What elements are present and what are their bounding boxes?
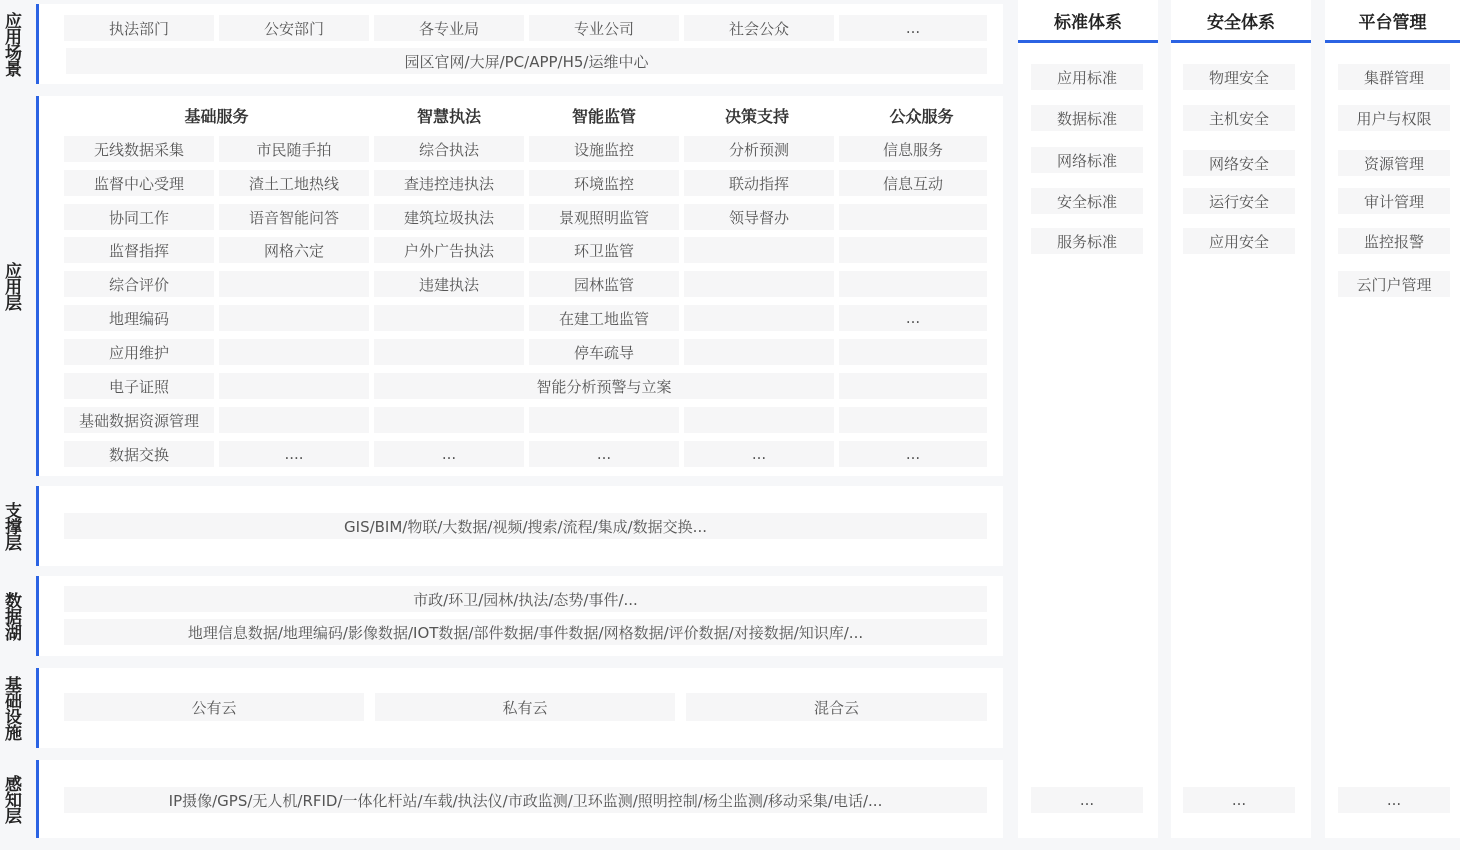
app-cell: 景观照明监管 (529, 204, 679, 230)
scene-item: 执法部门 (64, 15, 214, 41)
app-cell: 无线数据采集 (64, 136, 214, 162)
security-more: ... (1183, 787, 1295, 813)
platform-item: 用户与权限 (1338, 105, 1450, 131)
app-cell: 信息互动 (839, 170, 987, 196)
app-cell-empty (839, 373, 987, 399)
app-cell: 停车疏导 (529, 339, 679, 365)
app-cell-empty (219, 271, 369, 297)
platform-item: 云门户管理 (1338, 271, 1450, 297)
app-cell-empty (219, 407, 369, 433)
app-cell: .... (219, 441, 369, 467)
app-cell-empty (684, 271, 834, 297)
app-cell-empty (839, 339, 987, 365)
standards-item: 数据标准 (1031, 105, 1143, 131)
platform-column (1325, 0, 1460, 838)
header-decision-support: 决策支持 (724, 106, 789, 126)
app-cell: ... (529, 441, 679, 467)
app-cell: 违建执法 (374, 271, 524, 297)
app-cell: 语音智能问答 (219, 204, 369, 230)
security-item: 网络安全 (1183, 150, 1295, 176)
app-cell: 市民随手拍 (219, 136, 369, 162)
app-panel (36, 96, 1003, 476)
standards-column (1018, 0, 1158, 838)
app-cell: 综合执法 (374, 136, 524, 162)
standards-item: 应用标准 (1031, 64, 1143, 90)
scene-item: 专业公司 (529, 15, 679, 41)
scene-item: ... (839, 15, 987, 41)
app-cell: 应用维护 (64, 339, 214, 365)
app-cell-empty (374, 339, 524, 365)
infra-item: 公有云 (64, 693, 364, 721)
app-cell: 联动指挥 (684, 170, 834, 196)
app-cell-empty (219, 373, 369, 399)
layer-label-datalake: 数据湖 (1, 592, 21, 640)
infra-item: 混合云 (686, 693, 987, 721)
support-text: GIS/BIM/物联/大数据/视频/搜索/流程/集成/数据交换... (64, 513, 987, 539)
app-cell: 协同工作 (64, 204, 214, 230)
security-item: 物理安全 (1183, 64, 1295, 90)
support-panel (36, 486, 1003, 566)
standards-more: ... (1031, 787, 1143, 813)
app-cell: 地理编码 (64, 305, 214, 331)
datalake-row: 地理信息数据/地理编码/影像数据/IOT数据/部件数据/事件数据/网格数据/评价数据/对接数据/知识库/... (64, 619, 987, 645)
app-cell-span: 智能分析预警与立案 (374, 373, 834, 399)
app-cell: 户外广告执法 (374, 237, 524, 263)
datalake-panel (36, 576, 1003, 656)
infra-item: 私有云 (375, 693, 675, 721)
layer-label-app: 应用层 (1, 262, 21, 310)
sensing-text: IP摄像/GPS/无人机/RFID/一体化杆站/车载/执法仪/市政监测/卫环监测/照明控制/杨尘监测/移动采集/电话/... (64, 787, 987, 813)
app-cell: 数据交换 (64, 441, 214, 467)
app-cell: 环境监控 (529, 170, 679, 196)
infra-panel (36, 668, 1003, 748)
app-cell-empty (219, 339, 369, 365)
app-cell-empty (839, 407, 987, 433)
security-item: 运行安全 (1183, 188, 1295, 214)
standards-item: 安全标准 (1031, 188, 1143, 214)
header-smart-supervision: 智能监管 (571, 106, 636, 126)
platform-more: ... (1338, 787, 1450, 813)
app-cell: 领导督办 (684, 204, 834, 230)
app-cell: 信息服务 (839, 136, 987, 162)
app-cell-empty (529, 407, 679, 433)
app-cell: ... (839, 305, 987, 331)
app-cell: 电子证照 (64, 373, 214, 399)
layer-label-infra: 基础设施 (1, 676, 21, 740)
app-cell: 建筑垃圾执法 (374, 204, 524, 230)
layer-label-support: 支撑层 (1, 502, 21, 550)
header-smart-enforcement: 智慧执法 (416, 106, 481, 126)
app-cell-empty (684, 339, 834, 365)
scene-panel (36, 4, 1003, 84)
scene-channels: 园区官网/大屏/PC/APP/H5/运维中心 (66, 48, 987, 74)
app-cell: 在建工地监管 (529, 305, 679, 331)
security-title: 安全体系 (1171, 0, 1311, 43)
security-column (1171, 0, 1311, 838)
datalake-row: 市政/环卫/园林/执法/态势/事件/... (64, 586, 987, 612)
platform-item: 审计管理 (1338, 188, 1450, 214)
app-cell: 分析预测 (684, 136, 834, 162)
app-cell-empty (374, 407, 524, 433)
layer-label-scene: 应用场景 (1, 12, 21, 76)
platform-item: 监控报警 (1338, 228, 1450, 254)
app-cell: ... (684, 441, 834, 467)
header-basic-service: 基础服务 (184, 106, 249, 126)
scene-item: 社会公众 (684, 15, 834, 41)
scene-item: 各专业局 (374, 15, 524, 41)
app-cell: ... (839, 441, 987, 467)
app-cell: 监督中心受理 (64, 170, 214, 196)
platform-title: 平台管理 (1325, 0, 1460, 43)
app-cell: ... (374, 441, 524, 467)
app-cell: 渣土工地热线 (219, 170, 369, 196)
app-cell: 设施监控 (529, 136, 679, 162)
security-item: 主机安全 (1183, 105, 1295, 131)
app-cell-empty (219, 305, 369, 331)
app-cell: 园林监管 (529, 271, 679, 297)
app-cell-empty (839, 237, 987, 263)
app-cell-empty (374, 305, 524, 331)
app-cell: 基础数据资源管理 (64, 407, 214, 433)
standards-title: 标准体系 (1018, 0, 1158, 43)
app-cell-empty (684, 407, 834, 433)
sensing-panel (36, 760, 1003, 838)
app-cell-empty (839, 204, 987, 230)
standards-item: 网络标准 (1031, 147, 1143, 173)
app-cell: 环卫监管 (529, 237, 679, 263)
platform-item: 集群管理 (1338, 64, 1450, 90)
standards-item: 服务标准 (1031, 228, 1143, 254)
security-item: 应用安全 (1183, 228, 1295, 254)
scene-item: 公安部门 (219, 15, 369, 41)
app-cell-empty (839, 271, 987, 297)
app-cell: 监督指挥 (64, 237, 214, 263)
app-cell-empty (684, 237, 834, 263)
app-cell-empty (684, 305, 834, 331)
layer-label-sensing: 感知层 (1, 775, 21, 823)
platform-item: 资源管理 (1338, 150, 1450, 176)
app-cell: 查违控违执法 (374, 170, 524, 196)
app-cell: 网格六定 (219, 237, 369, 263)
app-cell: 综合评价 (64, 271, 214, 297)
header-public-service: 公众服务 (889, 106, 954, 126)
